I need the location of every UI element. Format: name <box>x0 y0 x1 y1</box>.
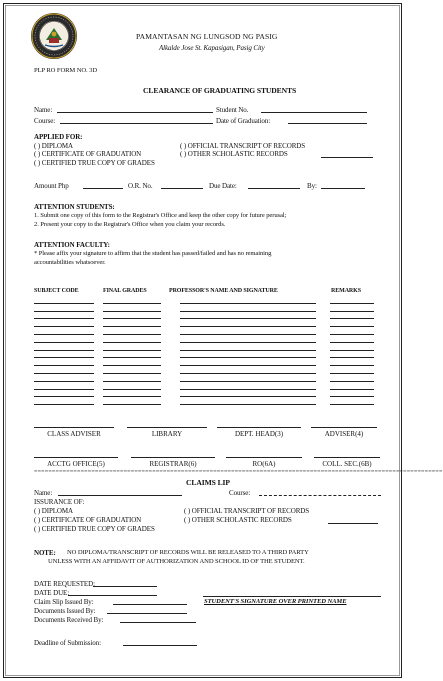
date-due-label: DATE DUE: <box>34 589 70 597</box>
blank-row-line[interactable] <box>34 358 94 366</box>
blank-row-line[interactable] <box>34 374 94 382</box>
blank-row-line[interactable] <box>34 397 94 405</box>
adviser-signature-line[interactable] <box>311 427 377 428</box>
blank-row-line[interactable] <box>103 382 161 390</box>
due-date-label: Due Date: <box>209 182 237 190</box>
form-title: CLEARANCE OF GRADUATING STUDENTS <box>143 86 297 95</box>
applied-option-diploma[interactable]: ( ) DIPLOMA <box>34 142 73 150</box>
blank-row-line[interactable] <box>34 366 94 374</box>
claim-option-ctc-grades[interactable]: ( ) CERTIFIED TRUE COPY OF GRADES <box>34 525 155 533</box>
professor-signature-column[interactable] <box>180 296 316 405</box>
amount-line[interactable] <box>83 188 123 189</box>
blank-row-line[interactable] <box>103 397 161 405</box>
blank-row-line[interactable] <box>180 319 316 327</box>
blank-row-line[interactable] <box>34 343 94 351</box>
blank-row-line[interactable] <box>34 382 94 390</box>
by-line[interactable] <box>321 188 365 189</box>
attention-students-heading: ATTENTION STUDENTS: <box>34 203 115 211</box>
dept-head-label: DEPT. HEAD(3) <box>234 430 284 438</box>
attention-students-item-2: 2. Present your copy to the Registrar's Office when you claim your records. <box>34 221 226 228</box>
blank-row-line[interactable] <box>330 327 374 335</box>
blank-row-line[interactable] <box>330 366 374 374</box>
claim-name-label: Name: <box>34 489 53 497</box>
clearance-form-page <box>3 3 443 678</box>
school-name: PAMANTASAN NG LUNGSOD NG PASIG <box>136 32 278 41</box>
applied-option-transcript[interactable]: ( ) OFFICIAL TRANSCRIPT OF RECORDS <box>180 142 306 150</box>
blank-row-line[interactable] <box>103 312 161 320</box>
due-date-line[interactable] <box>248 188 300 189</box>
blank-row-line[interactable] <box>180 327 316 335</box>
note-line-1: NO DIPLOMA/TRANSCRIPT OF RECORDS WILL BE RELEASED TO A THIRD PARTY <box>67 549 309 556</box>
blank-row-line[interactable] <box>103 335 161 343</box>
student-no-field-line[interactable] <box>261 112 367 113</box>
claim-slip-issued-by-label: Claim Slip Issued By: <box>34 598 94 606</box>
blank-row-line[interactable] <box>103 366 161 374</box>
professor-header: PROFESSOR'S NAME AND SIGNATURE <box>169 288 278 294</box>
attention-faculty-text-2: accountabilities whatsoever. <box>34 259 106 266</box>
cut-divider: ================================================================================================================== <box>34 469 443 475</box>
applied-option-other-records[interactable]: ( ) OTHER SCHOLASTIC RECORDS <box>180 150 288 158</box>
blank-row-line[interactable] <box>103 374 161 382</box>
blank-row-line[interactable] <box>34 335 94 343</box>
blank-row-line[interactable] <box>103 296 161 304</box>
blank-row-line[interactable] <box>330 351 374 359</box>
by-label: By: <box>307 182 317 190</box>
form-number: PLP RO FORM NO. 3D <box>34 67 97 74</box>
blank-row-line[interactable] <box>34 351 94 359</box>
adviser-label: ADVISER(4) <box>324 430 364 438</box>
course-label: Course: <box>34 117 56 125</box>
claim-slip-heading: CLAIMS LIP <box>186 478 230 487</box>
blank-row-line[interactable] <box>180 397 316 405</box>
blank-row-line[interactable] <box>103 304 161 312</box>
attention-faculty-text-1: * Please affix your signature to affirm that the student has passed/failed and has no remaining <box>34 250 272 257</box>
or-no-label: O.R. No. <box>128 182 153 190</box>
university-seal-logo <box>30 12 78 60</box>
deadline-line[interactable] <box>123 645 197 646</box>
blank-row-line[interactable] <box>34 296 94 304</box>
dept-head-signature-line[interactable] <box>217 427 301 428</box>
blank-row-line[interactable] <box>180 390 316 398</box>
blank-row-line[interactable] <box>34 327 94 335</box>
claim-option-certificate[interactable]: ( ) CERTIFICATE OF GRADUATION <box>34 516 142 524</box>
date-due-line[interactable] <box>68 595 157 596</box>
documents-received-by-line[interactable] <box>120 622 196 623</box>
blank-row-line[interactable] <box>330 296 374 304</box>
ro-label: RO(6A) <box>252 460 276 468</box>
blank-row-line[interactable] <box>330 343 374 351</box>
final-grades-header: FINAL GRADES <box>103 288 147 294</box>
remarks-header: REMARKS <box>331 288 361 294</box>
attention-students-item-1: 1. Submit one copy of this form to the Registrar's Office and keep the other copy for future perusal; <box>34 212 287 219</box>
blank-row-line[interactable] <box>34 319 94 327</box>
applied-option-ctc-grades[interactable]: ( ) CERTIFIED TRUE COPY OF GRADES <box>34 159 155 167</box>
blank-row-line[interactable] <box>180 382 316 390</box>
final-grades-column[interactable] <box>103 296 161 405</box>
blank-row-line[interactable] <box>330 382 374 390</box>
date-of-graduation-label: Date of Graduation: <box>216 117 271 125</box>
coll-sec-label: COLL. SEC.(6B) <box>322 460 372 468</box>
claim-other-records-line[interactable] <box>328 523 378 524</box>
note-label: NOTE: <box>34 549 56 557</box>
date-requested-line[interactable] <box>93 586 157 587</box>
blank-row-line[interactable] <box>330 304 374 312</box>
claim-course-label: Course: <box>229 489 251 497</box>
blank-row-line[interactable] <box>180 374 316 382</box>
date-requested-label: DATE REQUESTED: <box>34 580 95 588</box>
or-no-line[interactable] <box>161 188 203 189</box>
blank-row-line[interactable] <box>330 397 374 405</box>
claim-option-transcript[interactable]: ( ) OFFICIAL TRANSCRIPT OF RECORDS <box>184 507 310 515</box>
blank-row-line[interactable] <box>34 390 94 398</box>
course-field-line[interactable] <box>60 123 213 124</box>
subject-code-column[interactable] <box>34 296 94 405</box>
attention-faculty-heading: ATTENTION FACULTY: <box>34 241 110 249</box>
student-signature-label: STUDENT'S SIGNATURE OVER PRINTED NAME <box>204 598 347 605</box>
registrar-label: REGISTRAR(6) <box>149 460 197 468</box>
school-address: Alkalde Jose St. Kapasigan, Pasig City <box>159 44 265 52</box>
documents-issued-by-label: Documents Issued By: <box>34 607 96 615</box>
blank-row-line[interactable] <box>34 304 94 312</box>
other-records-line[interactable] <box>321 157 373 158</box>
blank-row-line[interactable] <box>180 335 316 343</box>
name-label: Name: <box>34 106 53 114</box>
blank-row-line[interactable] <box>180 343 316 351</box>
blank-row-line[interactable] <box>103 351 161 359</box>
registrar-signature-line[interactable] <box>131 457 215 458</box>
library-label: LIBRARY <box>151 430 183 438</box>
blank-row-line[interactable] <box>103 343 161 351</box>
blank-row-line[interactable] <box>180 351 316 359</box>
blank-row-line[interactable] <box>330 374 374 382</box>
blank-row-line[interactable] <box>103 390 161 398</box>
student-signature-line[interactable] <box>203 596 381 597</box>
claim-name-line[interactable] <box>58 495 182 496</box>
subject-code-header: SUBJECT CODE <box>34 288 79 294</box>
ro-signature-line[interactable] <box>226 457 302 458</box>
blank-row-line[interactable] <box>180 358 316 366</box>
documents-issued-by-line[interactable] <box>107 613 187 614</box>
blank-row-line[interactable] <box>180 304 316 312</box>
blank-row-line[interactable] <box>103 319 161 327</box>
blank-row-line[interactable] <box>103 327 161 335</box>
remarks-column[interactable] <box>330 296 374 405</box>
blank-row-line[interactable] <box>330 335 374 343</box>
blank-row-line[interactable] <box>330 390 374 398</box>
documents-received-by-label: Documents Received By: <box>34 616 104 624</box>
claim-slip-issued-by-line[interactable] <box>113 604 187 605</box>
blank-row-line[interactable] <box>330 312 374 320</box>
blank-row-line[interactable] <box>180 312 316 320</box>
deadline-label: Deadline of Submission: <box>34 639 101 647</box>
coll-sec-signature-line[interactable] <box>314 457 380 458</box>
claim-option-other-records[interactable]: ( ) OTHER SCHOLASTIC RECORDS <box>184 516 292 524</box>
class-adviser-label: CLASS ADVISER <box>47 430 101 438</box>
name-field-line[interactable] <box>57 112 213 113</box>
amount-label: Amount Php <box>34 182 69 190</box>
blank-row-line[interactable] <box>180 366 316 374</box>
blank-row-line[interactable] <box>330 358 374 366</box>
library-signature-line[interactable] <box>127 427 207 428</box>
class-adviser-signature-line[interactable] <box>34 427 114 428</box>
issurance-label: ISSURANCE OF: <box>34 498 85 506</box>
applied-option-certificate[interactable]: ( ) CERTIFICATE OF GRADUATION <box>34 150 142 158</box>
blank-row-line[interactable] <box>103 358 161 366</box>
blank-row-line[interactable] <box>330 319 374 327</box>
blank-row-line[interactable] <box>34 312 94 320</box>
student-no-label: Student No. <box>216 106 249 114</box>
claim-course-line[interactable] <box>259 495 381 496</box>
blank-row-line[interactable] <box>180 296 316 304</box>
date-of-graduation-field-line[interactable] <box>288 123 367 124</box>
note-line-2: UNLESS WITH AN AFFIDAVIT OF AUTHORIZATION AND SCHOOL ID OF THE STUDENT. <box>48 558 305 565</box>
claim-option-diploma[interactable]: ( ) DIPLOMA <box>34 507 73 515</box>
acctg-office-signature-line[interactable] <box>34 457 118 458</box>
acctg-office-label: ACCTG OFFICE(5) <box>47 460 105 468</box>
applied-for-heading: APPLIED FOR: <box>34 133 83 141</box>
